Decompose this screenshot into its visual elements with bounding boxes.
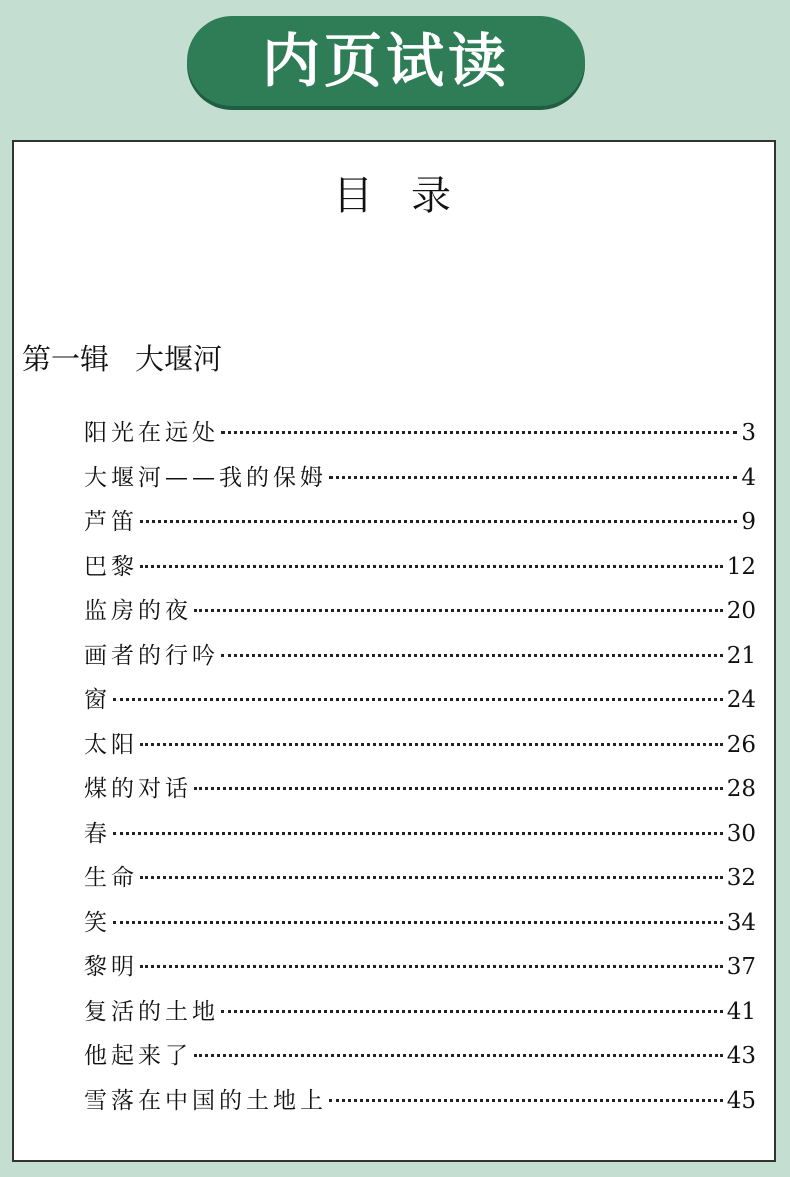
toc-entry-title: 阳光在远处 xyxy=(84,420,219,446)
toc-entry xyxy=(84,948,756,993)
toc-entry xyxy=(84,993,756,1038)
toc-entry-title: 芦笛 xyxy=(84,509,138,535)
leader-dots xyxy=(140,965,723,968)
toc-entry xyxy=(84,726,756,771)
leader-dots xyxy=(140,743,723,746)
toc-entry-title: 太阳 xyxy=(84,731,138,758)
toc-entry-page: 37 xyxy=(726,954,756,980)
leader-dots xyxy=(329,1099,723,1102)
toc-entry-title: 巴黎 xyxy=(84,553,138,580)
section-heading xyxy=(22,342,222,377)
toc-entry-page: 41 xyxy=(726,998,756,1025)
leader-dots xyxy=(194,787,723,790)
toc-entry xyxy=(84,592,756,637)
toc-entry xyxy=(84,1037,756,1082)
section-name: 大堰河 xyxy=(135,342,223,376)
toc-entry-page: 12 xyxy=(726,553,756,580)
toc-entry-page: 28 xyxy=(726,776,756,802)
leader-dots xyxy=(113,698,723,701)
toc-entry-page: 4 xyxy=(741,464,756,491)
toc-entry-page: 45 xyxy=(726,1087,756,1114)
toc-entry-title: 煤的对话 xyxy=(84,776,192,802)
toc-entry-page: 21 xyxy=(726,642,756,669)
toc-entry-page: 26 xyxy=(726,731,756,758)
toc-entry xyxy=(84,1082,756,1127)
leader-dots xyxy=(221,1010,723,1013)
toc-entry xyxy=(84,815,756,860)
page-title-part2: 录 xyxy=(411,173,455,219)
toc-entry-page: 20 xyxy=(726,598,756,624)
toc-entry xyxy=(84,414,756,459)
page-title-part1: 目 xyxy=(333,173,377,219)
leader-dots xyxy=(194,609,723,612)
toc-entry-page: 34 xyxy=(726,909,756,936)
toc-entry xyxy=(84,548,756,593)
toc-entry xyxy=(84,904,756,949)
toc-entry-title: 画者的行吟 xyxy=(84,642,219,669)
toc-entry xyxy=(84,681,756,726)
leader-dots xyxy=(140,876,723,879)
toc-entry xyxy=(84,770,756,815)
section-number: 第一辑 xyxy=(22,342,110,376)
toc-entry-title: 春 xyxy=(84,820,111,847)
leader-dots xyxy=(221,431,737,434)
leader-dots xyxy=(113,832,723,835)
toc-entry-page: 30 xyxy=(726,820,756,847)
leader-dots xyxy=(113,921,723,924)
leader-dots xyxy=(221,654,723,657)
toc-entry-page: 3 xyxy=(741,420,756,446)
leader-dots xyxy=(140,565,723,568)
toc-entry-title: 黎明 xyxy=(84,954,138,980)
toc-entry-title: 监房的夜 xyxy=(84,598,192,624)
banner-label: 内页试读 xyxy=(261,27,510,95)
toc-entry xyxy=(84,637,756,682)
leader-dots xyxy=(194,1054,723,1057)
toc-entry xyxy=(84,859,756,904)
toc-entry-title: 复活的土地 xyxy=(84,998,219,1025)
toc-entry xyxy=(84,503,756,548)
toc-entry-page: 32 xyxy=(726,865,756,891)
toc-entry xyxy=(84,459,756,504)
toc-entry-page: 43 xyxy=(726,1043,756,1069)
toc-entry-title: 大堰河——我的保姆 xyxy=(84,464,327,491)
toc-list xyxy=(84,414,756,1126)
toc-entry-title: 雪落在中国的土地上 xyxy=(84,1087,327,1114)
toc-entry-title: 生命 xyxy=(84,865,138,891)
toc-entry-title: 窗 xyxy=(84,687,111,713)
banner xyxy=(187,16,585,106)
leader-dots xyxy=(140,520,737,523)
toc-entry-title: 笑 xyxy=(84,909,111,936)
toc-entry-page: 9 xyxy=(741,509,756,535)
toc-entry-page: 24 xyxy=(726,687,756,713)
leader-dots xyxy=(329,476,737,479)
page-title xyxy=(14,172,774,220)
book-page xyxy=(12,140,776,1162)
toc-entry-title: 他起来了 xyxy=(84,1043,192,1069)
